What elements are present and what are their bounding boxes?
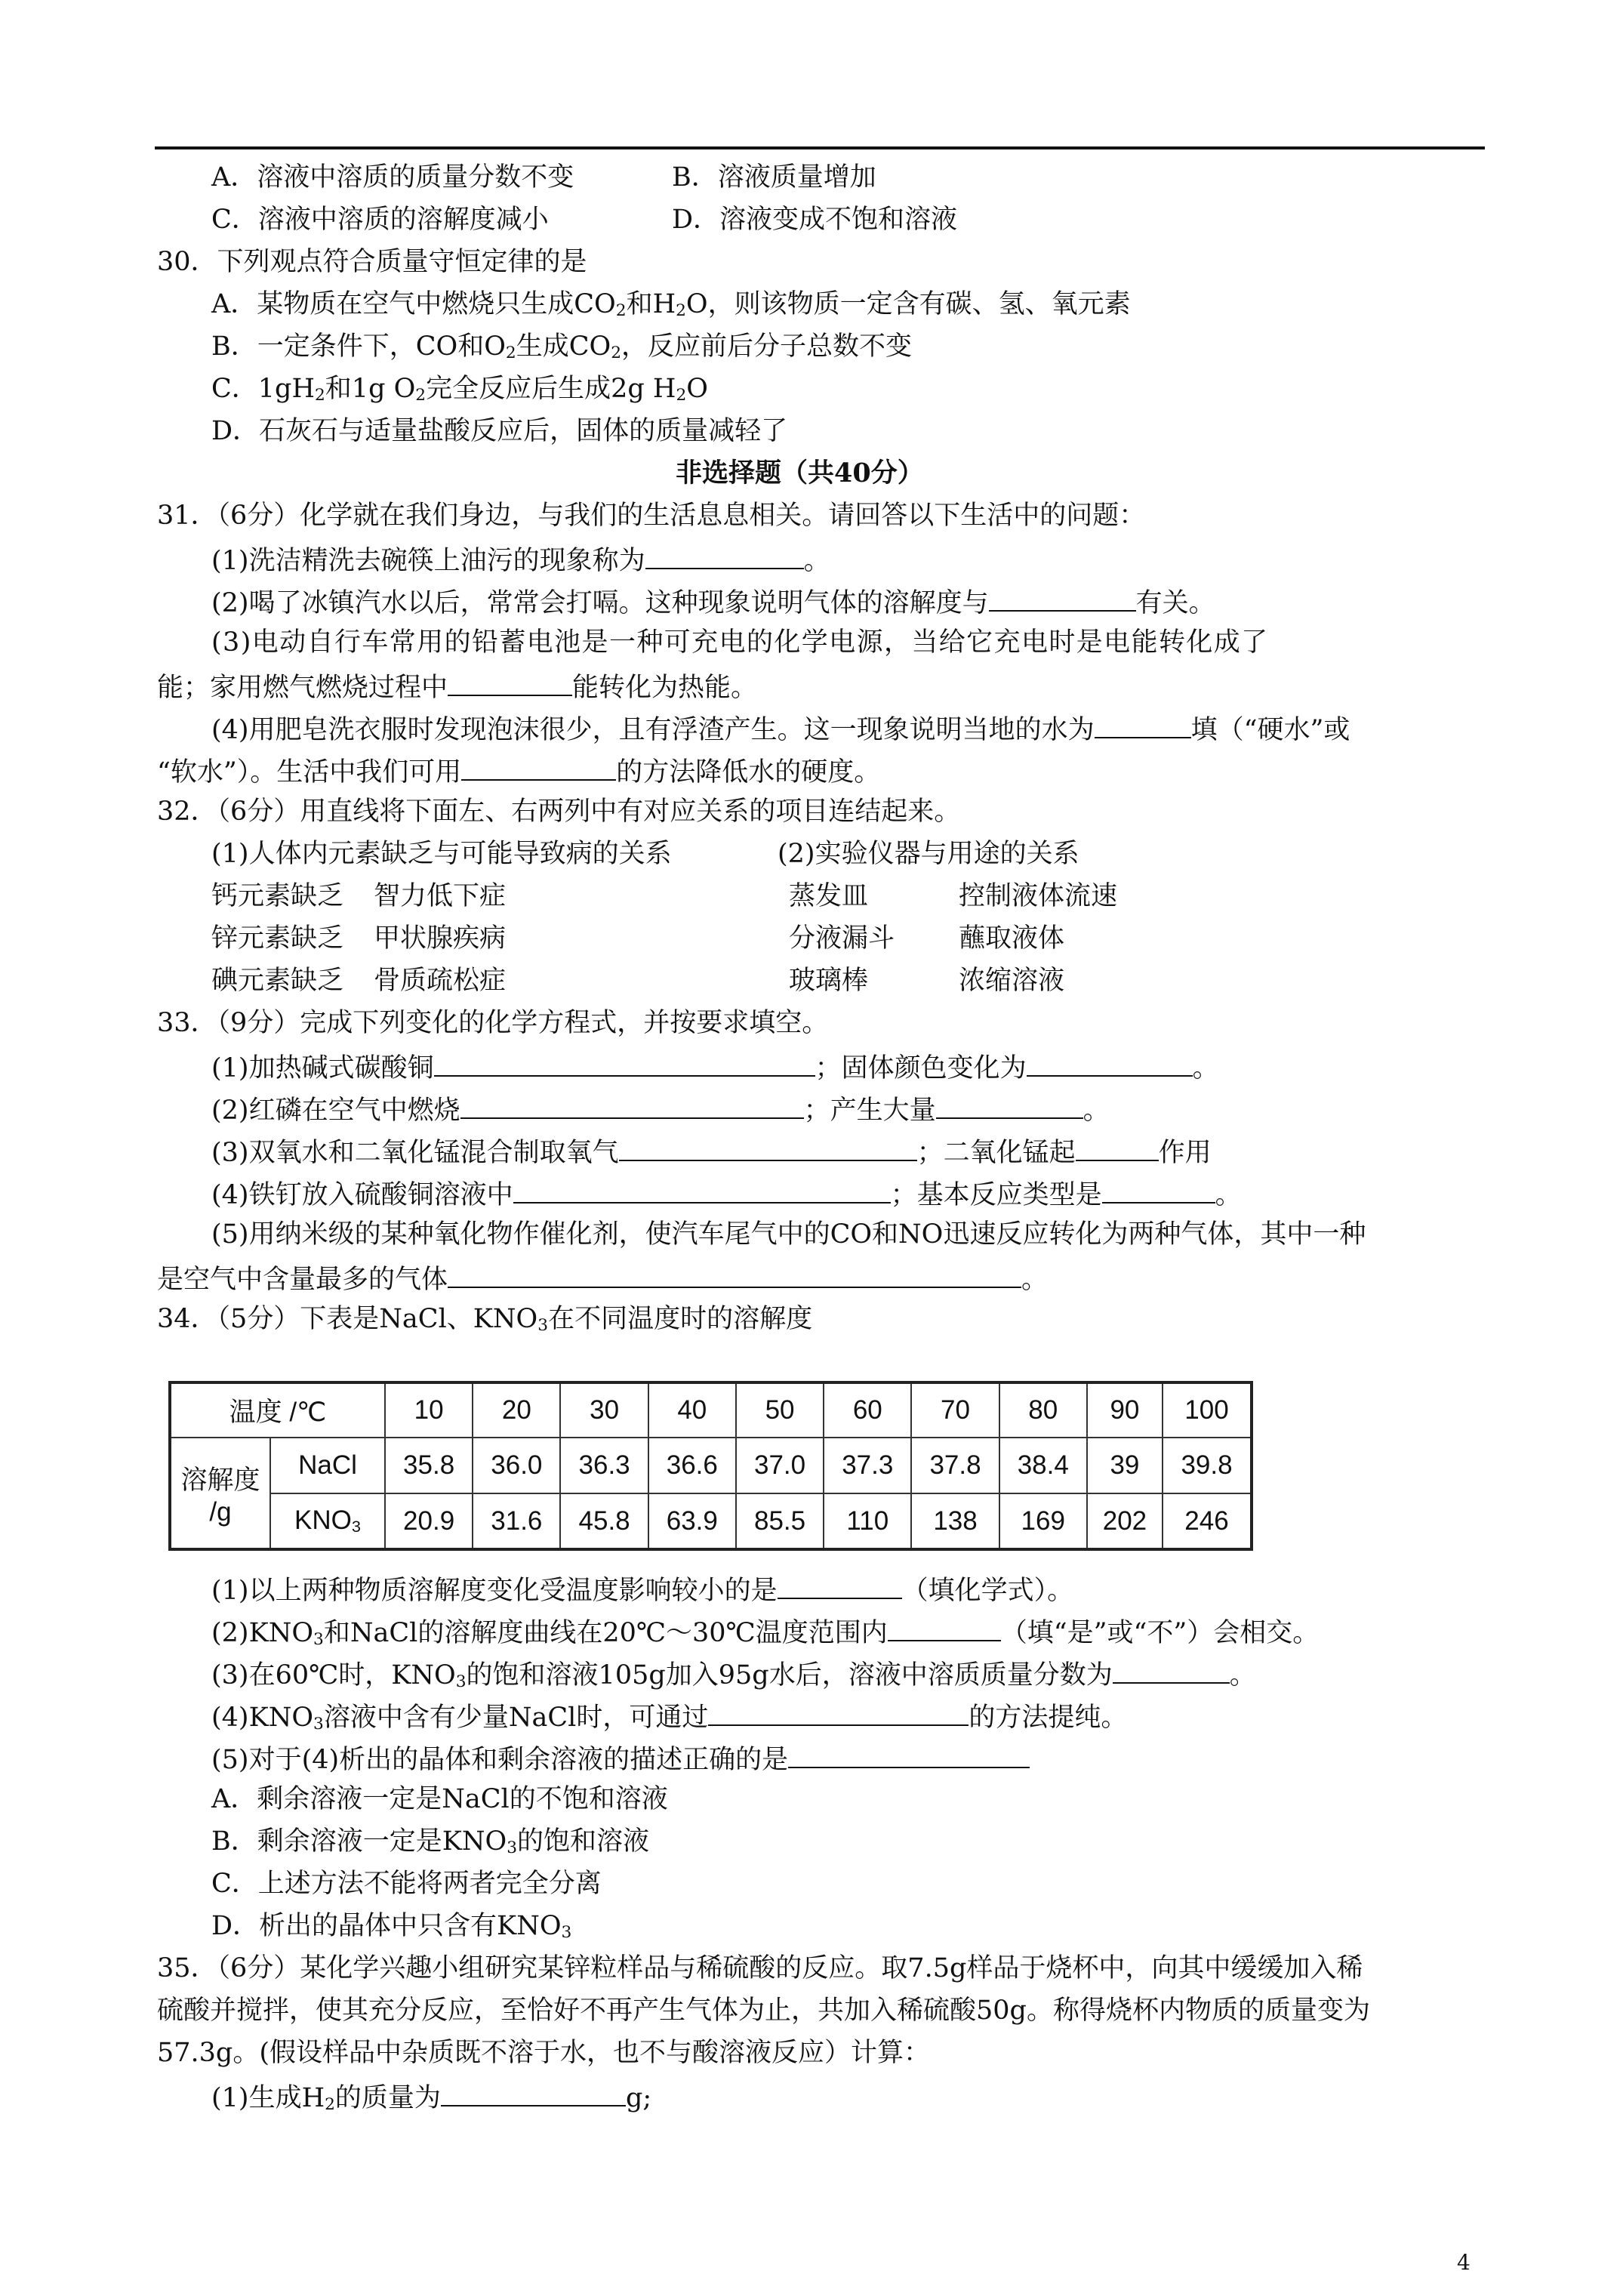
q29-option-c: C．溶液中溶质的溶解度减小: [211, 205, 549, 235]
q29-option-b: B．溶液质量增加: [672, 162, 876, 193]
table-cell: 36.3: [560, 1438, 648, 1493]
q34-option-b: B．剩余溶液一定是$KNO_3$的饱和溶液: [211, 1826, 650, 1857]
table-cell: 138: [911, 1493, 999, 1549]
table-cell: 40: [648, 1382, 736, 1438]
q30-option-c: C．$1gH_2$和1g $O_2$完全反应后生成2g $H_2O$: [211, 374, 708, 405]
q34-part4: $(4)KNO_3$溶液中含有少量NaCl时，可通过 的方法提纯。: [211, 1703, 1128, 1734]
answer-blank[interactable]: [1113, 1660, 1230, 1684]
table-cell: 31.6: [473, 1493, 560, 1549]
answer-blank[interactable]: [461, 757, 616, 781]
q29-option-d: D．溶液变成不饱和溶液: [672, 205, 958, 235]
table-cell: 70: [911, 1382, 999, 1438]
table-cell: 50: [736, 1382, 824, 1438]
table-row-group-label: 溶解度 /g: [170, 1438, 270, 1549]
q32-left-item: 锌元素缺乏: [211, 923, 344, 954]
q32-left-item: 钙元素缺乏: [211, 881, 344, 911]
q35-line1: 35．（6分）某化学兴趣小组研究某锌粒样品与稀硫酸的反应。取7.5g样品于烧杯中，向其中缓缓加入稀: [157, 1953, 1363, 1983]
answer-blank[interactable]: [708, 1702, 969, 1726]
table-cell: 80: [999, 1382, 1087, 1438]
q34-part5: (5)对于(4)析出的晶体和剩余溶液的描述正确的是: [211, 1744, 1030, 1774]
header-rule: [155, 146, 1485, 149]
answer-blank[interactable]: [434, 1052, 815, 1077]
q34-option-c: C．上述方法不能将两者完全分离: [211, 1869, 602, 1899]
q31-part4-line1: (4)用肥皂洗衣服时发现泡沫很少，且有浮渣产生。这一现象说明当地的水为 填（“硬水”或: [211, 715, 1350, 745]
q32-right-match: 浓缩溶液: [959, 966, 1065, 996]
answer-blank[interactable]: [441, 2082, 626, 2106]
q31-part2: (2)喝了冰镇汽水以后，常常会打嗝。这种现象说明气体的溶解度与 有关。: [211, 588, 1215, 618]
q34-part3: (3)在60℃时，$KNO_3$的饱和溶液105g加入95g水后，溶液中溶质质量分数为 。: [211, 1660, 1256, 1691]
table-row-label: $KNO_3$: [270, 1493, 385, 1549]
q34-option-a: A．剩余溶液一定是NaCl的不饱和溶液: [211, 1784, 668, 1814]
q31-part4-line2: “软水”）。生活中我们可用 的方法降低水的硬度。: [157, 757, 881, 787]
table-row: [170, 1493, 1252, 1549]
q32-left-item: 碘元素缺乏: [211, 966, 344, 996]
answer-blank[interactable]: [1027, 1052, 1193, 1077]
answer-blank[interactable]: [513, 1179, 891, 1203]
q35-line2: 硫酸并搅拌，使其充分反应，至恰好不再产生气体为止，共加入稀硫酸50g。称得烧杯内物质的质量变为: [157, 1996, 1370, 2026]
q33-part1: (1)加热碱式碳酸铜 ；固体颜色变化为 。: [211, 1053, 1219, 1083]
table-cell: 20.9: [385, 1493, 473, 1549]
table-header-cell: 温度 /℃: [170, 1382, 385, 1438]
q30-option-a: A．某物质在空气中燃烧只生成$CO_2$和$H_2O$，则该物质一定含有碳、氢、氧元素: [211, 289, 1131, 320]
q33-part4: (4)铁钉放入硫酸铜溶液中 ；基本反应类型是 。: [211, 1180, 1242, 1210]
table-cell: 20: [473, 1382, 560, 1438]
table-cell: 35.8: [385, 1438, 473, 1493]
q31-part3-line1: (3)电动自行车常用的铅蓄电池是一种可充电的化学电源，当给它充电时是电能转化成了: [211, 627, 1269, 658]
page-number: 4: [1457, 2250, 1471, 2275]
q35-line3: 57.3g。(假设样品中杂质既不溶于水，也不与酸溶液反应）计算：: [157, 2038, 930, 2068]
q32-left-match: 甲状腺疾病: [374, 923, 507, 954]
answer-blank[interactable]: [888, 1617, 1001, 1641]
q34-part1: (1)以上两种物质溶解度变化受温度影响较小的是 （填化学式）。: [211, 1576, 1074, 1606]
table-cell: 39.8: [1163, 1438, 1252, 1493]
table-cell: 90: [1087, 1382, 1163, 1438]
table-cell: 38.4: [999, 1438, 1087, 1493]
q34-option-d: D．析出的晶体中只含有$KNO_3$: [211, 1911, 572, 1942]
answer-blank[interactable]: [1102, 1179, 1215, 1203]
q33-part5-line2: 是空气中含量最多的气体 。: [157, 1265, 1049, 1295]
q29-option-a: A．溶液中溶质的质量分数不变: [211, 162, 574, 193]
answer-blank[interactable]: [619, 1137, 917, 1161]
answer-blank[interactable]: [989, 587, 1136, 612]
q32-right-item: 分液漏斗: [789, 923, 895, 954]
answer-blank[interactable]: [448, 1264, 1021, 1288]
table-row: [170, 1438, 1252, 1493]
q32-right-match: 控制液体流速: [959, 881, 1118, 911]
answer-blank[interactable]: [936, 1095, 1083, 1119]
q32-right-item: 蒸发皿: [789, 881, 869, 911]
table-cell: 85.5: [736, 1493, 824, 1549]
q30-option-d: D．石灰石与适量盐酸反应后，固体的质量减轻了: [211, 416, 788, 446]
q34-part2: $(2)KNO_3$和NaCl的溶解度曲线在20℃～30℃温度范围内 （填“是”或“不”）会相交。: [211, 1618, 1320, 1649]
table-cell: 10: [385, 1382, 473, 1438]
q33-part5-line1: (5)用纳米级的某种氧化物作催化剂，使汽车尾气中的CO和NO迅速反应转化为两种气体，其中一种: [211, 1219, 1366, 1250]
q32-right-match: 蘸取液体: [959, 923, 1065, 954]
answer-blank[interactable]: [645, 545, 804, 569]
table-cell: 36.6: [648, 1438, 736, 1493]
table-cell: 246: [1163, 1493, 1252, 1549]
q30-stem: 30．下列观点符合质量守恒定律的是: [157, 247, 587, 277]
table-row-label: NaCl: [270, 1438, 385, 1493]
answer-blank[interactable]: [788, 1744, 1030, 1768]
table-cell: 45.8: [560, 1493, 648, 1549]
q32-left-match: 骨质疏松症: [374, 966, 507, 996]
section-title: 非选择题（共40分）: [676, 458, 924, 488]
answer-blank[interactable]: [1076, 1137, 1159, 1161]
q33-part3: (3)双氧水和二氧化锰混合制取氧气 ；二氧化锰起 作用: [211, 1138, 1212, 1168]
table-cell: 37.3: [824, 1438, 911, 1493]
table-row: [170, 1382, 1252, 1438]
q31-part3-line2: 能；家用燃气燃烧过程中 能转化为热能。: [157, 673, 758, 703]
table-cell: 63.9: [648, 1493, 736, 1549]
q32-left-title: (1)人体内元素缺乏与可能导致病的关系: [211, 839, 672, 869]
table-cell: 36.0: [473, 1438, 560, 1493]
q34-stem: 34．（5分）下表是NaCl、$KNO_3$在不同温度时的溶解度: [157, 1304, 813, 1335]
table-cell: 60: [824, 1382, 911, 1438]
q31-stem: 31．（6分）化学就在我们身边，与我们的生活息息相关。请回答以下生活中的问题：: [157, 501, 1146, 531]
table-cell: 37.0: [736, 1438, 824, 1493]
table-cell: 30: [560, 1382, 648, 1438]
answer-blank[interactable]: [448, 672, 572, 696]
q32-right-title: (2)实验仪器与用途的关系: [778, 839, 1079, 869]
q32-right-item: 玻璃棒: [789, 966, 869, 996]
table-cell: 100: [1163, 1382, 1252, 1438]
solubility-table: [168, 1381, 1253, 1551]
answer-blank[interactable]: [778, 1575, 902, 1599]
q33-part2: (2)红磷在空气中燃烧 ；产生大量 。: [211, 1096, 1110, 1126]
answer-blank[interactable]: [460, 1095, 804, 1119]
table-cell: 110: [824, 1493, 911, 1549]
answer-blank[interactable]: [1095, 714, 1191, 738]
table-cell: 202: [1087, 1493, 1163, 1549]
table-cell: 39: [1087, 1438, 1163, 1493]
q32-left-match: 智力低下症: [374, 881, 507, 911]
q30-option-b: B．一定条件下，CO和$O_2$生成$CO_2$，反应前后分子总数不变: [211, 331, 913, 362]
q32-stem: 32．（6分）用直线将下面左、右两列中有对应关系的项目连结起来。: [157, 797, 961, 827]
table-cell: 37.8: [911, 1438, 999, 1493]
q35-part1: (1)生成$H_2$的质量为 g;: [211, 2083, 652, 2114]
table-cell: 169: [999, 1493, 1087, 1549]
q31-part1: (1)洗洁精洗去碗筷上油污的现象称为 。: [211, 546, 830, 576]
q33-stem: 33．（9分）完成下列变化的化学方程式，并按要求填空。: [157, 1008, 829, 1038]
